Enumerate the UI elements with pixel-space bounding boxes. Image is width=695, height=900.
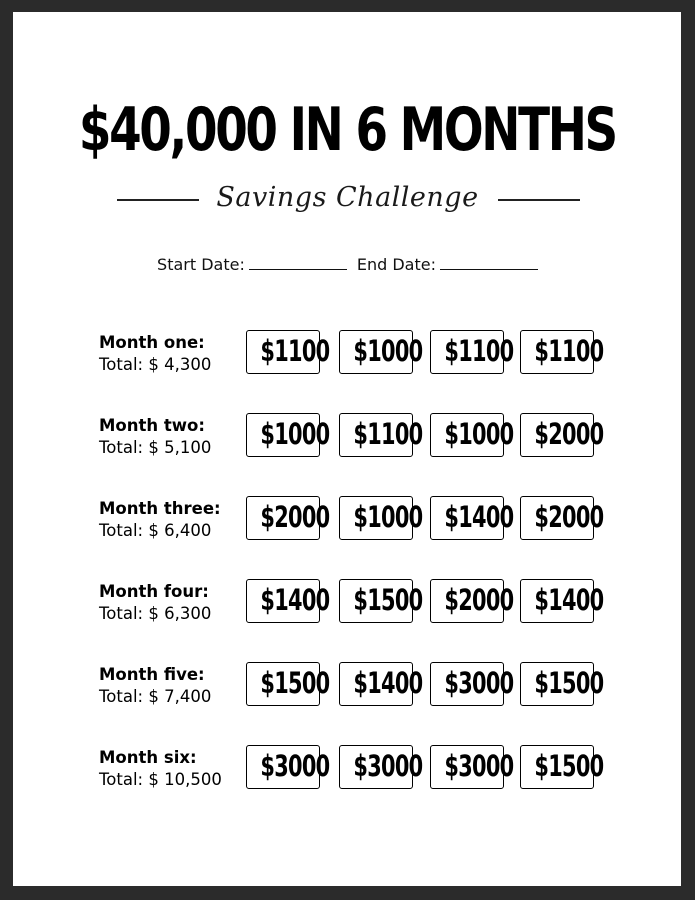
end-date-label: End Date: [356,255,436,274]
amount-box[interactable] [430,745,514,789]
amount-value: $1100 [260,334,330,368]
amount-box[interactable] [430,413,514,457]
amount-value: $1400 [353,666,423,700]
amount-value: $1500 [534,749,604,783]
amount-box[interactable] [430,496,514,540]
end-date-blank[interactable] [440,253,538,270]
month-total: Total: $ 6,300 [99,604,212,623]
amount-box[interactable] [246,413,330,457]
amount-box[interactable] [520,330,604,374]
month-row-2 [0,413,695,463]
month-row-6 [0,745,695,795]
amount-value: $1000 [353,334,423,368]
page-title: $40,000 IN 6 MONTHS [78,95,616,165]
amount-box[interactable] [520,662,604,706]
month-label: Month three: [99,499,221,518]
month-total: Total: $ 7,400 [99,687,212,706]
amount-value: $1500 [260,666,330,700]
amount-value: $2000 [260,500,330,534]
amount-box[interactable] [430,579,514,623]
start-date-blank[interactable] [249,253,347,270]
amount-box[interactable] [339,745,423,789]
amount-box[interactable] [246,330,330,374]
month-label: Month one: [99,333,205,352]
amount-value: $3000 [353,749,423,783]
amount-box[interactable] [339,496,423,540]
amount-value: $1000 [260,417,330,451]
month-label: Month four: [99,582,209,601]
amount-box[interactable] [520,579,604,623]
amount-value: $1000 [444,417,514,451]
amount-box[interactable] [430,330,514,374]
month-total: Total: $ 5,100 [99,438,212,457]
amount-box[interactable] [520,496,604,540]
amount-box[interactable] [339,413,423,457]
amount-value: $1400 [534,583,604,617]
amount-box[interactable] [339,330,423,374]
amount-value: $1100 [444,334,514,368]
month-row-3 [0,496,695,546]
month-total: Total: $ 10,500 [99,770,222,789]
amount-box[interactable] [246,496,330,540]
amount-value: $3000 [444,666,514,700]
amount-value: $2000 [444,583,514,617]
month-row-4 [0,579,695,629]
amount-value: $1500 [534,666,604,700]
amount-box[interactable] [520,745,604,789]
amount-value: $1400 [444,500,514,534]
amount-box[interactable] [246,662,330,706]
amount-value: $1400 [260,583,330,617]
amount-value: $1500 [353,583,423,617]
subtitle: Savings Challenge [216,182,479,213]
amount-box[interactable] [246,745,330,789]
amount-value: $1100 [353,417,423,451]
amount-value: $3000 [444,749,514,783]
amount-value: $1000 [353,500,423,534]
amount-box[interactable] [430,662,514,706]
amount-box[interactable] [339,662,423,706]
amount-box[interactable] [246,579,330,623]
subtitle-row [0,176,695,220]
start-date-label: Start Date: [157,255,245,274]
month-row-1 [0,330,695,380]
month-label: Month two: [99,416,205,435]
month-total: Total: $ 6,400 [99,521,212,540]
amount-value: $2000 [534,417,604,451]
date-fields [0,253,695,277]
month-total: Total: $ 4,300 [99,355,212,374]
month-row-5 [0,662,695,712]
amount-value: $3000 [260,749,330,783]
amount-value: $2000 [534,500,604,534]
month-label: Month six: [99,748,197,767]
amount-box[interactable] [520,413,604,457]
month-label: Month five: [99,665,205,684]
amount-box[interactable] [339,579,423,623]
amount-value: $1100 [534,334,604,368]
right-divider [498,199,580,201]
